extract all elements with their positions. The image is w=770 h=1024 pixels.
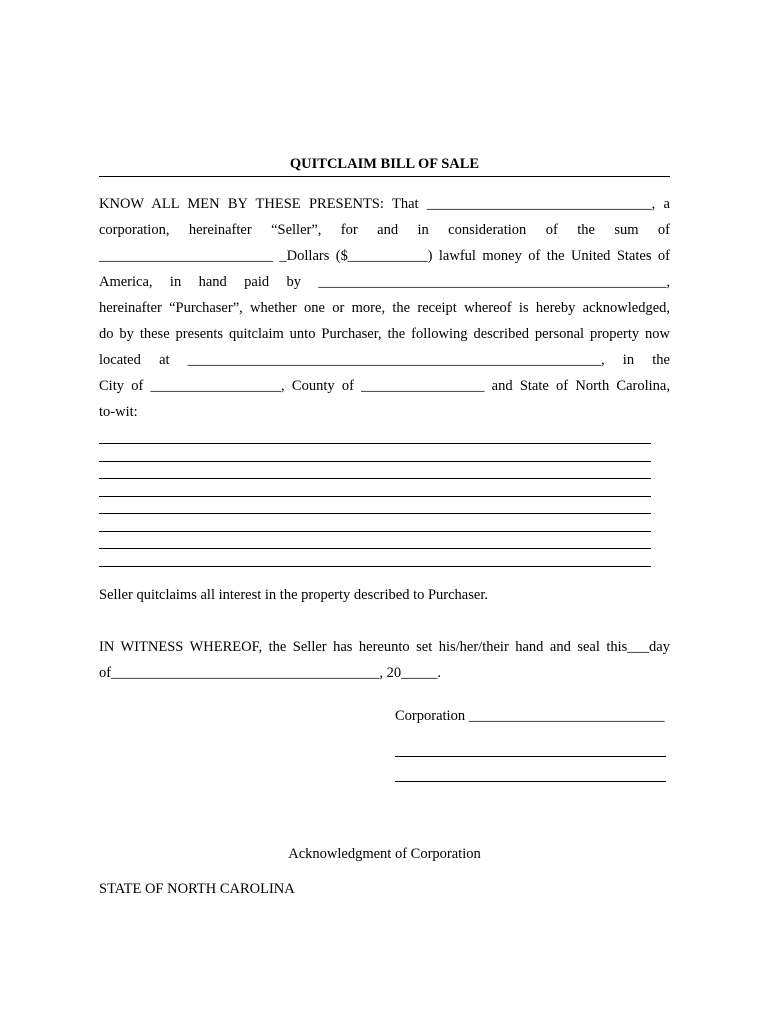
paragraph-line-1: KNOW ALL MEN BY THESE PRESENTS: That _______________________________, a bbox=[99, 196, 670, 212]
corporation-signature-label: Corporation ___________________________ bbox=[395, 708, 665, 724]
property-description-line-5 bbox=[99, 513, 651, 514]
paragraph-line-6: do by these presents quitclaim unto Purchaser, the following described personal property now bbox=[99, 326, 670, 342]
paragraph-line-4: America, in hand paid by ________________________________________________, bbox=[99, 274, 670, 290]
property-description-line-3 bbox=[99, 478, 651, 479]
paragraph-line-3: ________________________ _Dollars ($___________) lawful money of the United States of bbox=[99, 248, 670, 264]
property-description-line-1 bbox=[99, 443, 651, 444]
property-description-line-7 bbox=[99, 548, 651, 549]
paragraph-line-5: hereinafter “Purchaser”, whether one or more, the receipt whereof is hereby acknowledged, bbox=[99, 300, 670, 316]
signature-line-2 bbox=[395, 781, 666, 782]
paragraph-line-9: to-wit: bbox=[99, 404, 138, 420]
state-heading: STATE OF NORTH CAROLINA bbox=[99, 881, 295, 897]
witness-line-1: IN WITNESS WHEREOF, the Seller has hereunto set his/her/their hand and seal this___day bbox=[99, 639, 670, 655]
paragraph-line-7: located at _________________________________________________________, in the bbox=[99, 352, 670, 368]
paragraph-line-2: corporation, hereinafter “Seller”, for and in consideration of the sum of bbox=[99, 222, 670, 238]
property-description-line-2 bbox=[99, 461, 651, 462]
witness-line-2: of_____________________________________, 20_____. bbox=[99, 665, 441, 681]
property-description-line-8 bbox=[99, 566, 651, 567]
paragraph-line-8: City of __________________, County of _________________ and State of North Carolina, bbox=[99, 378, 670, 394]
property-description-line-6 bbox=[99, 531, 651, 532]
acknowledgment-heading: Acknowledgment of Corporation bbox=[288, 846, 481, 862]
quitclaim-statement: Seller quitclaims all interest in the property described to Purchaser. bbox=[99, 587, 488, 603]
document-title: QUITCLAIM BILL OF SALE bbox=[99, 152, 670, 177]
signature-line-1 bbox=[395, 756, 666, 757]
property-description-line-4 bbox=[99, 496, 651, 497]
